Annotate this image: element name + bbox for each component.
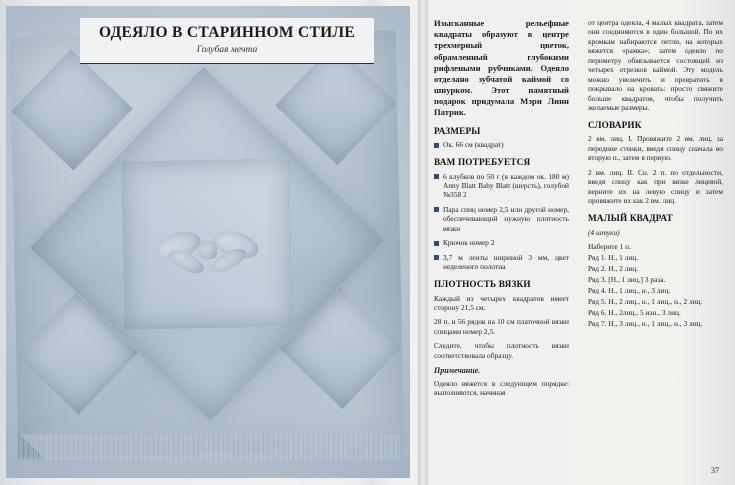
page-subtitle: Голубая мечта: [196, 45, 258, 55]
heading-sizes: РАЗМЕРЫ: [434, 125, 481, 136]
article-caption: [80, 18, 374, 64]
bow-knot: [199, 241, 217, 259]
material-bullet-ribbon: 3,7 м ленты шириной 3 мм, цвет неделеного полотна: [434, 253, 569, 272]
corner-square-top-left: [11, 49, 133, 171]
text-column-left: [434, 18, 569, 403]
instruction-row-3: Ряд 3. [Н., 1 лиц.] 3 раза.: [588, 274, 666, 284]
instruction-row-2: Ряд 2. Н., 2 лиц.: [588, 263, 639, 273]
material-bullet-hook: Крючок номер 2: [434, 238, 569, 247]
heading-gauge: ПЛОТНОСТЬ ВЯЗКИ: [434, 278, 531, 289]
instruction-row-1: Ряд 1. Н., 1 лиц.: [588, 252, 639, 262]
gauge-paragraph-1: Каждый из четырех квадратов имеет сторону 21,5 см.: [434, 293, 569, 312]
text-column-right: [588, 18, 723, 330]
intro-paragraph: Изысканные рельефные квадраты образуют в центре трехмерный цветок, обрамленный глубокими рифлеными рубчиками. Одеяло отделано зубчатой каймой со шнурком. Этот памятный подарок придумала Мэри Линн Патрик.: [434, 18, 569, 118]
page-number: 37: [711, 466, 719, 475]
blanket-fringe-edge: [14, 434, 400, 460]
glossary-entry-2: 2 вм. лиц. II. Сн. 2 п. по отдельности, введя спицу как при вязке лицевой, верните их на левую спицу и затем провяжите их как 2 вм. лиц.: [588, 167, 723, 206]
small-square-count: (4 штуки): [588, 227, 620, 237]
instruction-row-5: Ряд 5. Н., 2 лиц., н., 1 лиц., н., 2 лиц.: [588, 296, 703, 306]
knitted-bow: [155, 226, 260, 282]
instruction-row-4: Ряд 4. Н., 1 лиц., н., 3 лиц.: [588, 285, 671, 295]
blanket-photo: [6, 6, 410, 478]
glossary-entry-1: 2 вм. лиц. I. Провяжите 2 вм. лиц. за передние стенки, введя спицу сначала во вторую п., затем в первую.: [588, 134, 723, 163]
gauge-paragraph-2: 28 п. и 56 рядов на 10 см платочной вязки спицами номер 2,5.: [434, 317, 569, 336]
size-bullet: Ок. 66 см (квадрат): [434, 140, 569, 149]
page-title: ОДЕЯЛО В СТАРИННОМ СТИЛЕ: [98, 24, 355, 41]
instruction-row-7: Ряд 7. Н., 3 лиц., н., 1 лиц., н., 3 лиц.: [588, 318, 703, 328]
instruction-cast-on: Наберите 1 п.: [588, 241, 631, 251]
heading-glossary: СЛОВАРИК: [588, 119, 642, 130]
right-page: [428, 0, 735, 485]
continuation-paragraph: от центра одеяла, 4 малых квадрата, затем они соединяются в один большой. По их кромкам набираются петли, на которых вяжется «рамка»; затем одеяло по периметру обвязывается состоящей из четырех отрезков каймой. Эту модель можно увеличить и превратить в покрывало на кровать: просто свяжите больше квадратов, чтобы получить желаемые размеры.: [588, 18, 723, 113]
note-text: Одеяло вяжется в следующем порядке: выполняются, начиная: [434, 378, 569, 398]
page-gutter: [418, 0, 428, 485]
blanket-illustration: [10, 30, 405, 458]
heading-materials: ВАМ ПОТРЕБУЕТСЯ: [434, 156, 531, 167]
heading-small-square: МАЛЫЙ КВАДРАТ: [588, 212, 673, 223]
note-heading: Примечание.: [434, 366, 481, 376]
gauge-paragraph-3: Следите, чтобы плотность вязки соответствовала образцу.: [434, 341, 569, 360]
material-bullet-needles: Пара спиц номер 2,5 или другой номер, обеспечивающий нужную плотность вязки: [434, 205, 569, 233]
instruction-row-6: Ряд 6. Н., 2лиц., 5 изн., 3 лиц.: [588, 307, 681, 317]
material-bullet-yarn: 6 клубков по 50 г (в каждом ок. 180 м) Anny Blatt Baby Blatt (шерсть), голубой №358 2: [434, 172, 569, 200]
small-square-instructions: [588, 242, 723, 328]
